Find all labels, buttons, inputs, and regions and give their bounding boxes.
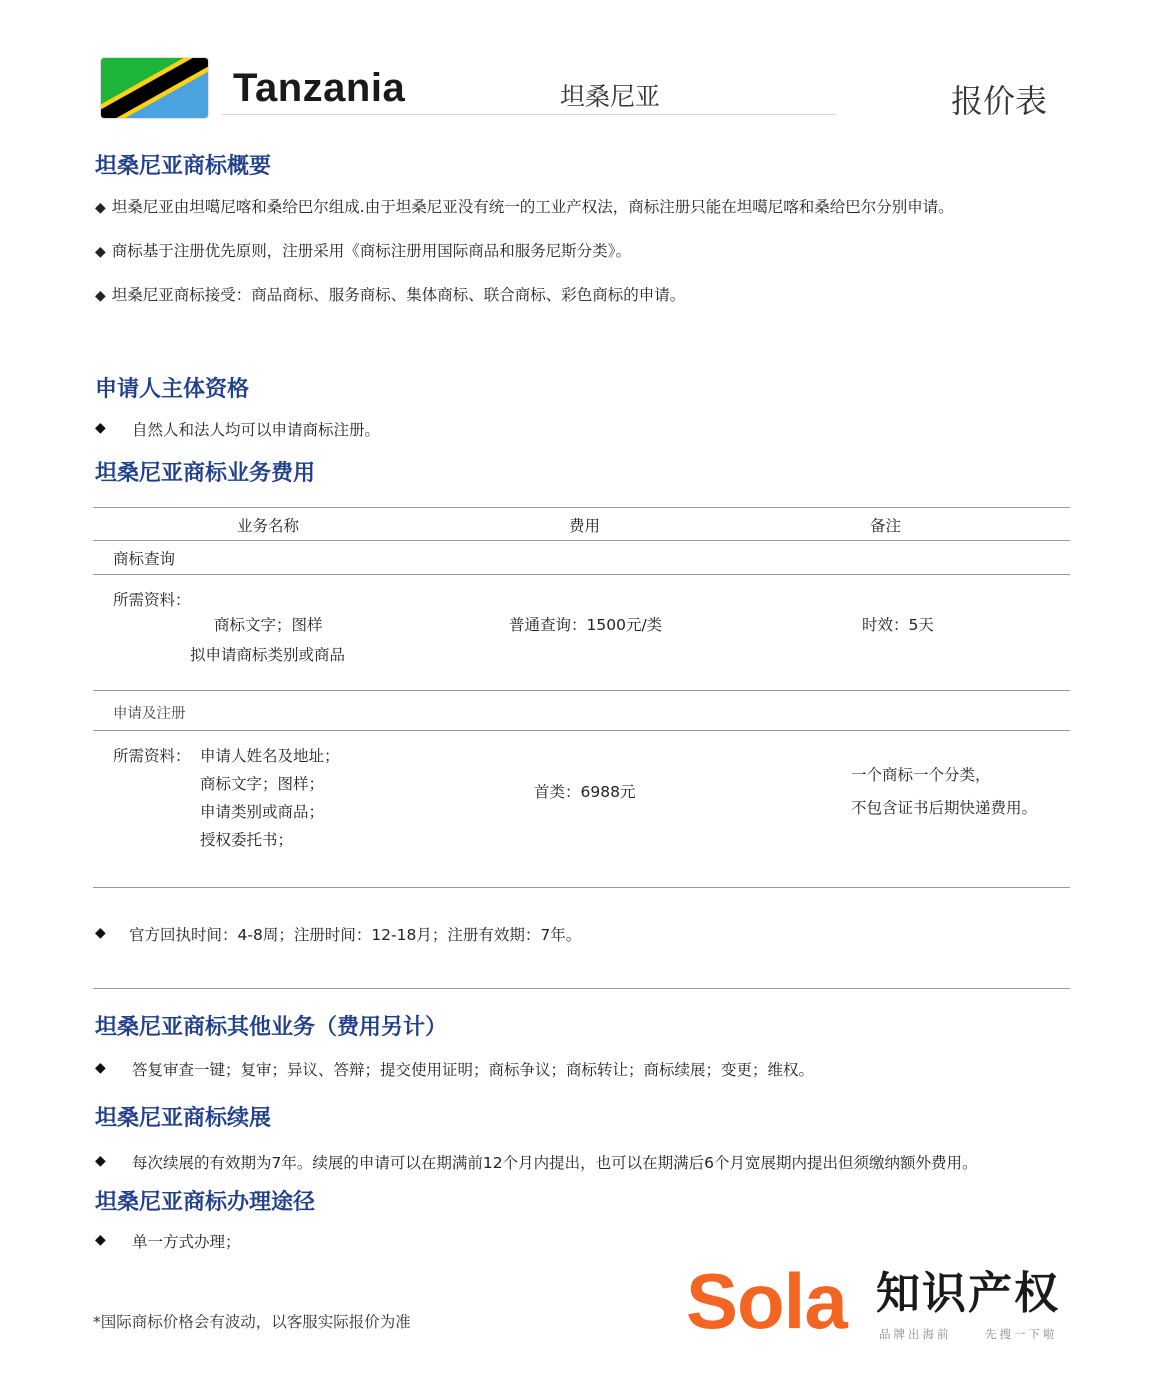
search-fee: 普通查询：1500元/类 [509, 616, 663, 634]
flag-graphic [101, 58, 208, 118]
country-name-cn: 坦桑尼亚 [560, 82, 661, 111]
route-text: 单一方式办理； [132, 1233, 241, 1251]
table-row-rule [93, 574, 1070, 575]
logo-slogan-2: 先搜一下啦 [985, 1327, 1058, 1341]
bullet-icon: ◆ [95, 244, 106, 260]
header-divider [222, 114, 836, 115]
price-disclaimer: *国际商标价格会有波动，以客服实际报价为准 [93, 1313, 411, 1331]
overview-title: 坦桑尼亚商标概要 [95, 154, 272, 179]
route-title: 坦桑尼亚商标办理途径 [95, 1190, 316, 1215]
search-note: 时效：5天 [862, 616, 934, 634]
registration-material-item: 申请类别或商品； [200, 803, 325, 821]
table-bottom-rule [93, 887, 1070, 888]
service-registration-name: 申请及注册 [113, 706, 186, 722]
bullet-icon: ◆ [95, 1232, 106, 1248]
section-divider [93, 988, 1070, 989]
timeline-text: 官方回执时间：4-8周；注册时间：12-18月；注册有效期：7年。 [129, 926, 582, 944]
service-search-name: 商标查询 [113, 550, 176, 568]
other-services-text: 答复审查一键；复审；异议、答辩；提交使用证明；商标争议；商标转让；商标续展；变更；维权。 [132, 1061, 815, 1079]
column-header-note: 备注 [870, 517, 902, 535]
overview-bullet-text: 商标基于注册优先原则，注册采用《商标注册用国际商品和服务尼斯分类》。 [111, 242, 632, 260]
tanzania-flag [101, 58, 208, 118]
renewal-text: 每次续展的有效期为7年。续展的申请可以在期满前12个月内提出，也可以在期满后6个月宽展期内提出但须缴纳额外费用。 [132, 1154, 978, 1172]
bullet-icon: ◆ [95, 1060, 106, 1076]
table-row-rule [93, 690, 1070, 691]
registration-materials-label: 所需资料： [113, 747, 191, 765]
overview-bullet-1 [95, 195, 954, 217]
column-header-name: 业务名称 [237, 517, 300, 535]
column-header-fee: 费用 [569, 517, 601, 535]
table-header-rule [93, 540, 1070, 541]
bullet-icon: ◆ [95, 288, 106, 304]
overview-bullet-2 [95, 239, 631, 261]
registration-note: 一个商标一个分类， [851, 766, 991, 784]
sola-logo: Sola [686, 1257, 847, 1345]
registration-material-item: 商标文字；图样； [200, 775, 325, 793]
registration-fee: 首类：6988元 [534, 783, 636, 801]
bullet-icon: ◆ [95, 1153, 106, 1169]
overview-bullet-text: 坦桑尼亚商标接受：商品商标、服务商标、集体商标、联合商标、彩色商标的申请。 [111, 286, 686, 304]
country-name-en: Tanzania [233, 66, 406, 110]
bullet-icon: ◆ [95, 420, 106, 436]
search-materials-label: 所需资料： [113, 591, 191, 609]
registration-note: 不包含证书后期快递费用。 [851, 799, 1038, 817]
overview-bullet-3 [95, 283, 685, 305]
search-material-item: 拟申请商标类别或商品 [190, 646, 346, 664]
eligibility-text: 自然人和法人均可以申请商标注册。 [132, 421, 381, 439]
bullet-icon: ◆ [95, 925, 106, 941]
table-row-rule [93, 730, 1070, 731]
fees-title: 坦桑尼亚商标业务费用 [95, 461, 316, 486]
registration-material-item: 申请人姓名及地址； [200, 747, 340, 765]
registration-material-item: 授权委托书； [200, 831, 294, 849]
logo-slogan-1: 品牌出海前 [879, 1327, 952, 1341]
renewal-title: 坦桑尼亚商标续展 [95, 1106, 272, 1131]
search-material-item: 商标文字；图样 [214, 616, 323, 634]
bullet-icon: ◆ [95, 200, 106, 216]
overview-bullet-text: 坦桑尼亚由坦噶尼喀和桑给巴尔组成.由于坦桑尼亚没有统一的工业产权法，商标注册只能在坦噶尼喀和桑给巴尔分别申请。 [111, 198, 954, 216]
table-top-rule [93, 507, 1070, 508]
other-services-title: 坦桑尼亚商标其他业务（费用另计） [95, 1015, 448, 1040]
eligibility-title: 申请人主体资格 [95, 377, 250, 402]
logo-name-cn: 知识产权 [876, 1268, 1060, 1319]
document-type: 报价表 [951, 82, 1048, 120]
